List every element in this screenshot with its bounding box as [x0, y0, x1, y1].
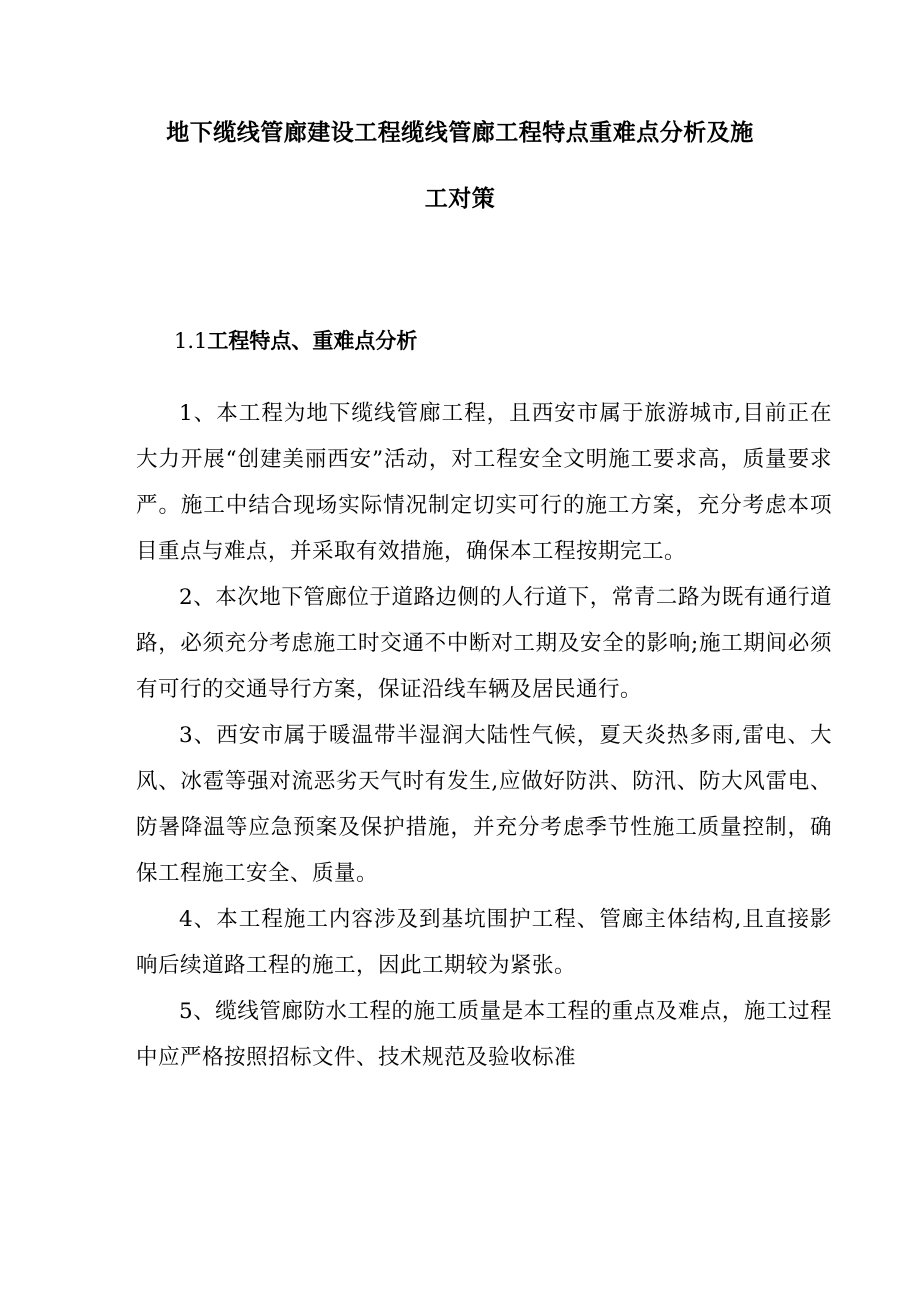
- paragraph-1: 1、本工程为地下缆线管廊工程，且西安市属于旅游城市,目前正在大力开展“创建美丽西安”活动，对工程安全文明施工要求高，质量要求严。施工中结合现场实际情况制定切实可行的施工方案，充分考虑本项目重点与难点，并采取有效措施，确保本工程按期完工。: [136, 401, 832, 564]
- paragraph-3: 3、西安市属于暖温带半湿润大陆性气候，夏天炎热多雨,雷电、大风、冰雹等强对流恶劣天气时有发生,应做好防洪、防汛、防大风雷电、防暑降温等应急预案及保护措施，并充分考虑季节性施工质量控制，确保工程施工安全、质量。: [136, 723, 832, 886]
- section-number: 1.1: [174, 329, 208, 353]
- document-body: [136, 391, 832, 1081]
- section-heading: [174, 326, 417, 356]
- document-title-line-1: 地下缆线管廊建设工程缆线管廊工程特点重难点分析及施: [166, 119, 754, 146]
- paragraph-4: 4、本工程施工内容涉及到基坑围护工程、管廊主体结构,且直接影响后续道路工程的施工，因此工期较为紧张。: [136, 907, 832, 978]
- paragraph-2: 2、本次地下管廊位于道路边侧的人行道下，常青二路为既有通行道路，必须充分考虑施工时交通不中断对工期及安全的影响;施工期间必须有可行的交通导行方案，保证沿线车辆及居民通行。: [136, 585, 832, 702]
- document-title-line-2: 工对策: [424, 185, 496, 212]
- paragraph-5: 5、缆线管廊防水工程的施工质量是本工程的重点及难点，施工过程中应严格按照招标文件、技术规范及验收标准: [136, 999, 832, 1070]
- section-heading-text: 工程特点、重难点分析: [207, 328, 418, 353]
